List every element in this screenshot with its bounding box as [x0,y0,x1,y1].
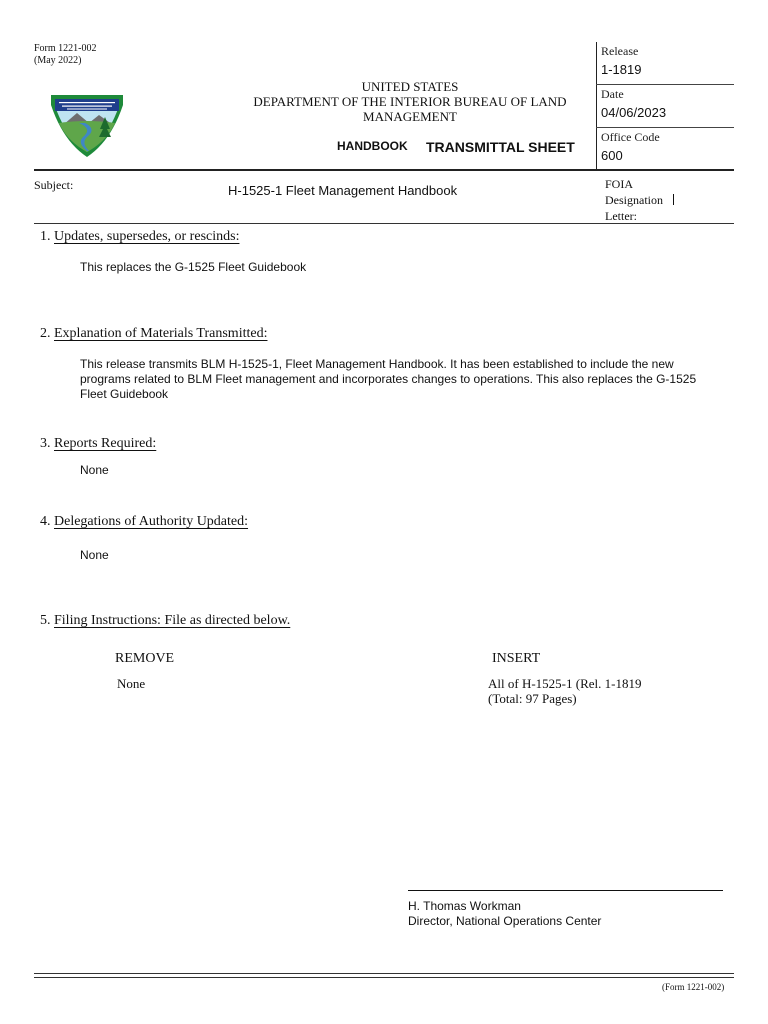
remove-heading: REMOVE [115,651,175,666]
office-code-value: 600 [601,148,623,163]
foia-line: FOIA [605,177,634,191]
insert-value [488,676,641,706]
blm-logo [49,91,125,159]
meta-divider [596,42,597,170]
agency-country: UNITED STATES [361,79,459,94]
body-line: programs related to BLM Fleet management and incorporates changes to operations. This also replaces the G-1525 [80,372,697,386]
doc-type: HANDBOOK [337,139,408,153]
section-title: Filing Instructions: File as directed below. [54,613,291,628]
footer-form-number: (Form 1221-002) [662,982,725,992]
header-divider [34,169,734,171]
office-code-label: Office Code [601,130,660,144]
section-title: Reports Required: [54,436,157,451]
section-number: 3. [40,436,51,451]
section-1-heading [40,229,239,245]
release-label: Release [601,44,639,58]
insert-line: All of H-1525-1 (Rel. 1-1819 [488,676,642,691]
section-2-body [80,357,696,402]
page-title: TRANSMITTAL SHEET [426,139,575,155]
section-4-body: None [80,548,109,562]
form-number-block [34,43,97,67]
body-line: This release transmits BLM H-1525-1, Fleet Management Handbook. It has been established to include the new [80,357,674,371]
section-number: 5. [40,613,51,628]
subject-divider [34,223,734,224]
insert-line: (Total: 97 Pages) [488,691,577,706]
foia-line: Letter: [605,209,637,223]
remove-value: None [117,676,146,691]
section-3-heading [40,436,156,452]
subject-value: H-1525-1 Fleet Management Handbook [228,183,458,198]
agency-header [240,79,580,124]
signature-block [408,899,601,929]
section-number: 4. [40,514,51,529]
foia-line: Designation [605,193,663,207]
section-3-body: None [80,463,109,477]
form-number: Form 1221-002 [34,43,97,54]
body-line: Fleet Guidebook [80,387,169,401]
section-5-heading [40,613,290,629]
release-value: 1-1819 [601,62,642,77]
section-title: Updates, supersedes, or rescinds: [54,229,240,244]
signature-line [408,890,723,891]
section-4-heading [40,514,248,530]
subject-label: Subject: [34,178,74,192]
agency-department: DEPARTMENT OF THE INTERIOR BUREAU OF LAND MANAGEMENT [253,94,567,124]
foia-block [605,176,663,224]
insert-heading: INSERT [492,651,541,666]
section-number: 2. [40,326,51,341]
meta-rule [596,84,734,85]
section-title: Explanation of Materials Transmitted: [54,326,268,341]
signer-title: Director, National Operations Center [408,914,602,928]
section-1-body: This replaces the G-1525 Fleet Guidebook [80,260,307,274]
section-2-heading [40,326,267,342]
section-number: 1. [40,229,51,244]
form-edition: (May 2022) [34,55,82,66]
footer-rule [34,973,734,974]
footer-rule [34,977,734,978]
date-value: 04/06/2023 [601,105,667,120]
date-label: Date [601,87,624,101]
foia-text-cursor [673,194,674,205]
signer-name: H. Thomas Workman [408,899,521,913]
meta-rule [596,127,734,128]
section-title: Delegations of Authority Updated: [54,514,249,529]
